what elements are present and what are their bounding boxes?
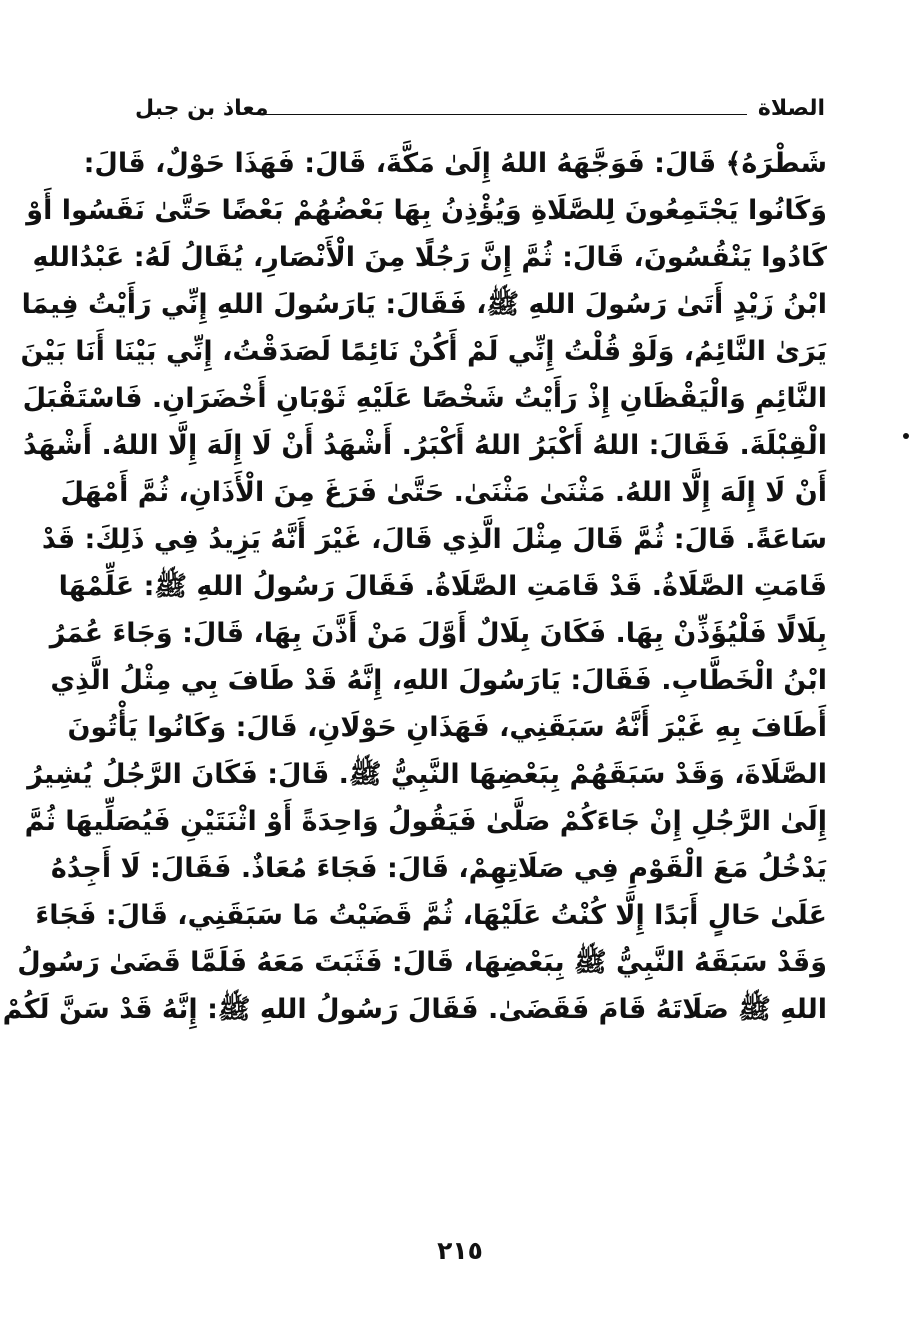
margin-dot (903, 433, 909, 439)
text-line: الْقِبْلَةَ. فَقَالَ: اللهُ أَكْبَرُ اللهُ أَكْبَرُ. أَشْهَدُ أَنْ لَا إِلَهَ إِلَّا اللهُ. أَشْهَدُ (22, 430, 827, 461)
text-line: ابْنُ الْخَطَّابِ. فَقَالَ: يَارَسُولَ اللهِ، إِنَّهُ قَدْ طَافَ بِي مِثْلُ الَّذِي (50, 665, 827, 696)
text-line: أَنْ لَا إِلَهَ إِلَّا اللهُ. مَثْنَىٰ مَثْنَىٰ. حَتَّىٰ فَرَغَ مِنَ الْأَذَانِ، ثُمَّ أَمْهَلَ (60, 477, 827, 508)
text-line: يَدْخُلُ مَعَ الْقَوْمِ فِي صَلَاتِهِمْ، قَالَ: فَجَاءَ مُعَاذٌ. فَقَالَ: لَا أَجِدُهُ (50, 853, 827, 884)
text-line: قَامَتِ الصَّلَاةُ. قَدْ قَامَتِ الصَّلَاةُ. فَقَالَ رَسُولُ اللهِ ﷺ: عَلِّمْهَا (58, 571, 827, 602)
body-text (2, 140, 827, 1033)
text-line: النَّائِمِ وَالْيَقْظَانِ إِذْ رَأَيْتُ شَخْصًا عَلَيْهِ ثَوْبَانِ أَخْضَرَانِ. فَاسْتَقْبَلَ (22, 383, 827, 414)
text-line: ابْنُ زَيْدٍ أَتَىٰ رَسُولَ اللهِ ﷺ، فَقَالَ: يَارَسُولَ اللهِ إِنِّي رَأَيْتُ فِيمَا (21, 289, 827, 320)
text-line: بِلَالًا فَلْيُؤَذِّنْ بِهَا. فَكَانَ بِلَالٌ أَوَّلَ مَنْ أَذَّنَ بِهَا، قَالَ: وَجَاءَ عُمَرُ (49, 618, 827, 649)
text-line: عَلَىٰ حَالٍ أَبَدًا إِلَّا كُنْتُ عَلَيْهَا، ثُمَّ قَضَيْتُ مَا سَبَقَنِي، قَالَ: فَجَاءَ (35, 900, 827, 931)
text-line: اللهِ ﷺ صَلَاتَهُ قَامَ فَقَضَىٰ. فَقَالَ رَسُولُ اللهِ ﷺ: إِنَّهُ قَدْ سَنَّ لَكُمْ (2, 994, 827, 1025)
header-rule (253, 114, 747, 115)
text-line: سَاعَةً. قَالَ: ثُمَّ قَالَ مِثْلَ الَّذِي قَالَ، غَيْرَ أَنَّهُ يَزِيدُ فِي ذَلِكَ: قَدْ (41, 524, 827, 555)
text-line: إِلَىٰ الرَّجُلِ إِنْ جَاءَكُمْ صَلَّىٰ فَيَقُولُ وَاحِدَةً أَوْ اثْنَتَيْنِ فَيُصَلِّيهَا ثُمَّ (24, 806, 827, 837)
text-line: كَادُوا يَنْقُسُونَ، قَالَ: ثُمَّ إِنَّ رَجُلًا مِنَ الْأَنْصَارِ، يُقَالُ لَهُ: عَبْدُاللهِ (32, 242, 827, 273)
text-line: الصَّلَاةَ، وَقَدْ سَبَقَهُمْ بِبَعْضِهَا النَّبِيُّ ﷺ. قَالَ: فَكَانَ الرَّجُلُ يُشِيرُ (27, 759, 827, 790)
text-line: يَرَىٰ النَّائِمُ، وَلَوْ قُلْتُ إِنِّي لَمْ أَكُنْ نَائِمًا لَصَدَقْتُ، إِنِّي بَيْنَا أَنَا بَيْنَ (20, 336, 827, 367)
text-line: شَطْرَهُ﴾ قَالَ: فَوَجَّهَهُ اللهُ إِلَىٰ مَكَّةَ، قَالَ: فَهَذَا حَوْلٌ، قَالَ: (83, 148, 827, 179)
page-number: ٢١٥ (437, 1236, 483, 1265)
author-name: معاذ بن جبل (135, 96, 269, 121)
text-line: وَكَانُوا يَجْتَمِعُونَ لِلصَّلَاةِ وَيُؤْذِنُ بِهَا بَعْضُهُمْ بَعْضًا حَتَّىٰ نَقَسُوا أَوْ (26, 195, 827, 226)
text-line: أَطَافَ بِهِ غَيْرَ أَنَّهُ سَبَقَنِي، فَهَذَانِ حَوْلَانِ، قَالَ: وَكَانُوا يَأْتُونَ (67, 712, 827, 743)
running-header (135, 92, 825, 132)
section-title: الصلاة (757, 96, 825, 121)
text-line: وَقَدْ سَبَقَهُ النَّبِيُّ ﷺ بِبَعْضِهَا، قَالَ: فَثَبَتَ مَعَهُ فَلَمَّا قَضَىٰ رَسُولُ (17, 947, 827, 978)
